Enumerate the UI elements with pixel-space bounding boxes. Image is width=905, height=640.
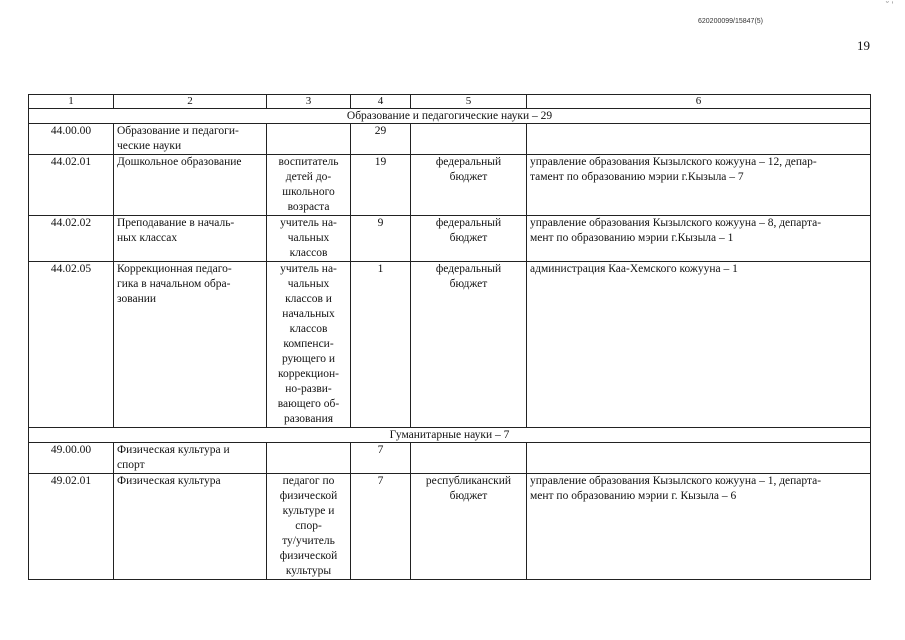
specialty-code-cell: 44.02.01 [29,155,114,216]
customer-cell: управление образования Кызылского кожууна – 8, департа- мент по образованию мэрии г.Кызыла – 1 [527,216,871,262]
places-count-cell: 7 [351,474,411,580]
funding-source-cell: республиканский бюджет [411,474,527,580]
places-count-cell: 29 [351,124,411,155]
qualification-cell: педагог по физической культуре и спор- ту/учитель физической культуры [267,474,351,580]
specialty-name-cell: Коррекционная педаго- гика в начальном обра- зовании [114,262,267,428]
qualification-cell: учитель на- чальных классов и начальных классов компенси- рующего и коррекцион- но-разви- вающего об- разования [267,262,351,428]
funding-source-cell [411,124,527,155]
funding-source-cell: федеральный бюджет [411,216,527,262]
page-number: 19 [857,38,870,53]
table-row [29,262,871,428]
places-count-cell: 7 [351,443,411,474]
specialty-name-cell: Физическая культура и спорт [114,443,267,474]
qualification-cell [267,443,351,474]
document-id: 620200099/15847(5) [698,18,764,25]
specialty-code-cell: 44.02.02 [29,216,114,262]
section-row [29,109,871,124]
column-number: 4 [351,95,411,109]
column-number: 3 [267,95,351,109]
customer-cell: управление образования Кызылского кожууна – 12, депар- тамент по образованию мэрии г.Кызыла – 7 [527,155,871,216]
specialty-code-cell: 49.00.00 [29,443,114,474]
specialty-name-cell: Преподавание в началь- ных классах [114,216,267,262]
column-number: 1 [29,95,114,109]
customer-cell: управление образования Кызылского кожууна – 1, департа- мент по образованию мэрии г. Кызыла – 6 [527,474,871,580]
column-number: 6 [527,95,871,109]
specialty-name-cell: Физическая культура [114,474,267,580]
qualification-cell: учитель на- чальных классов [267,216,351,262]
funding-source-cell [411,443,527,474]
places-count-cell: 1 [351,262,411,428]
places-count-cell: 9 [351,216,411,262]
specialty-code-cell: 44.00.00 [29,124,114,155]
column-number: 2 [114,95,267,109]
places-count-cell: 19 [351,155,411,216]
column-number-row [29,95,871,109]
qualification-cell: воспитатель детей до- школьного возраста [267,155,351,216]
specialty-name-cell: Образование и педагоги- ческие науки [114,124,267,155]
customer-cell [527,443,871,474]
customer-cell [527,124,871,155]
specialty-code-cell: 49.02.01 [29,474,114,580]
table-row [29,443,871,474]
specialty-name-cell: Дошкольное образование [114,155,267,216]
customer-cell: администрация Каа-Хемского кожууна – 1 [527,262,871,428]
column-number: 5 [411,95,527,109]
funding-source-cell: федеральный бюджет [411,155,527,216]
specialty-code-cell: 44.02.05 [29,262,114,428]
specialties-table [28,94,871,580]
table-row [29,155,871,216]
table-body [29,95,871,580]
table-row [29,124,871,155]
section-title: Гуманитарные науки – 7 [29,428,871,443]
funding-source-cell: федеральный бюджет [411,262,527,428]
table-row [29,474,871,580]
table-row [29,216,871,262]
section-title: Образование и педагогические науки – 29 [29,109,871,124]
qualification-cell [267,124,351,155]
corner-mark: ˘ ’ [886,0,894,10]
section-row [29,428,871,443]
